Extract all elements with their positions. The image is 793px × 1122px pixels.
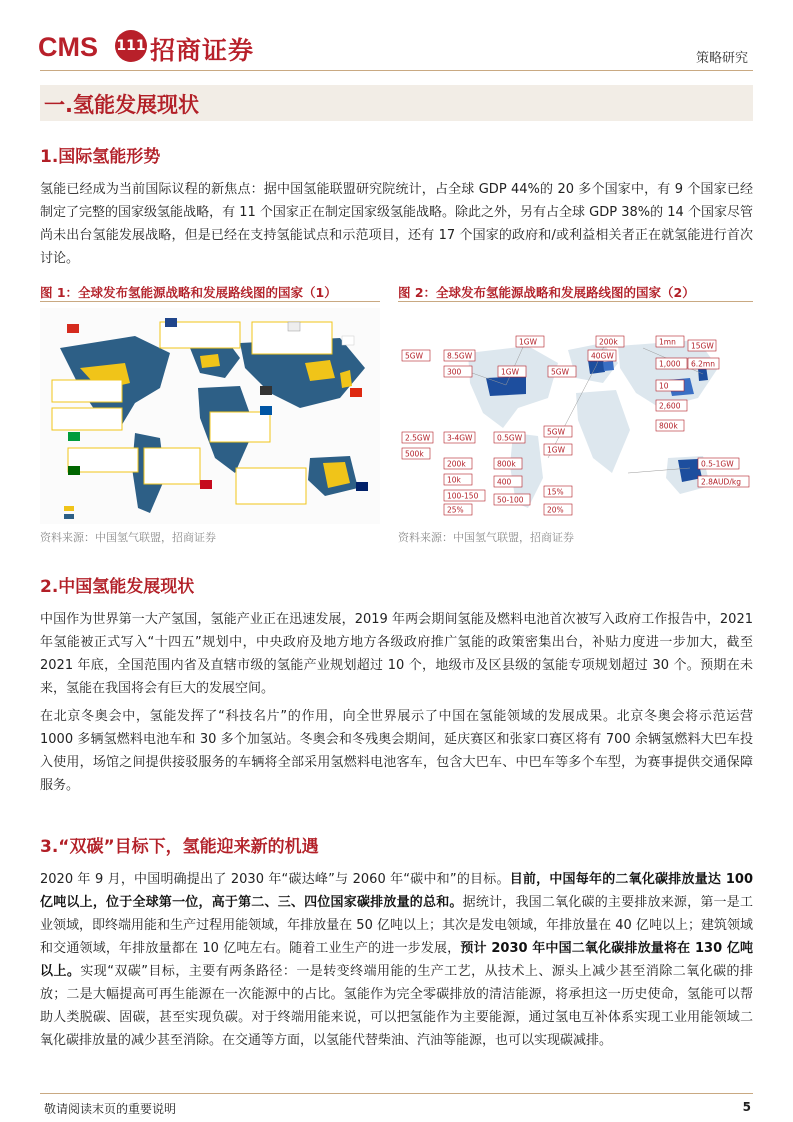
fig2-tag-label: 5GW: [405, 351, 423, 361]
fig2-tag-label: 200k: [599, 337, 618, 347]
figure-1-map: [40, 308, 380, 524]
fig2-tag-label: 15%: [547, 487, 564, 497]
subsection-title-2: 2.中国氢能发展现状: [40, 577, 195, 597]
figure-2-source: 资料来源：中国氢气联盟，招商证券: [398, 531, 574, 544]
fig2-tag-label: 1GW: [519, 337, 537, 347]
fig2-tag-label: 20%: [547, 505, 564, 515]
logo-badge: 111: [115, 30, 147, 62]
subsection-title-3: 3.“双碳”目标下，氢能迎来新的机遇: [40, 837, 319, 857]
fig2-tag-label: 2,600: [659, 401, 681, 411]
world-map-2: [398, 308, 753, 524]
report-type: 策略研究: [695, 51, 748, 66]
fig2-tag-label: 300: [447, 367, 462, 377]
fig2-tag-label: 3-4GW: [447, 433, 473, 443]
fig2-tag-label: 0.5-1GW: [701, 459, 734, 469]
fig2-tag-label: 5GW: [551, 367, 569, 377]
fig2-tag-label: 40GW: [591, 351, 614, 361]
fig2-tag-label: 1GW: [501, 367, 519, 377]
paragraph-china-status: 中国作为世界第一大产氢国，氢能产业正在迅速发展，2019 年两会期间氢能及燃料电池首次被写入政府工作报告中，2021 年氢能被正式写入“十四五”规划中，中央政府及地方地方各级政府推广氢能的政策密集出台，补贴力度进一步加大，截至 2021 年底，全国范围内省及直辖市级的氢能产业规划超过 10 个，地级市及区县级的氢能专项规划超过 30 个。预期在未来，氢能在我国将会有巨大的发展空间。: [40, 612, 753, 696]
fig2-tag-label: 8.5GW: [447, 351, 473, 361]
footer-divider: [40, 1093, 753, 1094]
page-number: 5: [742, 1100, 751, 1114]
fig2-tag-label: 50-100: [497, 495, 524, 505]
fig2-tag-label: 15GW: [691, 341, 714, 351]
section-title-bar: [40, 85, 753, 121]
fig2-tag-label: 100-150: [447, 491, 479, 501]
footer-note: 敬请阅读末页的重要说明: [44, 1102, 177, 1116]
header-divider: [40, 70, 753, 71]
fig2-tag-label: 0.5GW: [497, 433, 523, 443]
figure-2-map: [398, 308, 753, 524]
fig2-tag-label: 10: [659, 381, 669, 391]
fig2-tag-label: 500k: [405, 449, 424, 459]
dual-carbon-text-e: 实现“双碳”目标，主要有两条路径：一是转变终端用能的生产工艺，从技术上、源头上减少甚至消除二氧化碳的排放；二是大幅提高可再生能源在一次能源中的占比。氢能作为完全零碳排放的清洁能源，将承担这一历史使命，氢能可以帮助人类脱碳、固碳，甚至实现负碳。对于终端用能来说，可以把氢能作为主要能源，通过氢电互补体系实现工业用能领域二氧化碳排放量的减少甚至消除。在交通等方面，以氢能代替柴油、汽油等能源，也可以实现碳减排。: [40, 964, 753, 1048]
dual-carbon-bold-b: 目前，中国每年的二氧化碳排放量达 100 亿吨以上，位于全球第一位，高于第二、三、四位国家碳排放量的总和。: [40, 872, 753, 910]
figure-1-caption: 图 1：全球发布氢能源战略和发展路线图的国家（1）: [40, 285, 337, 300]
fig2-tag-label: 1GW: [547, 445, 565, 455]
paragraph-dual-carbon: [40, 868, 753, 1052]
fig2-tag-label: 200k: [447, 459, 466, 469]
logo-cn-text: 招商证券: [150, 36, 255, 65]
fig2-tag-label: 2.5GW: [405, 433, 431, 443]
figure-1-source: 资料来源：中国氢气联盟，招商证券: [40, 531, 216, 544]
company-logo: [38, 30, 278, 64]
fig2-tag-label: 1,000: [659, 359, 681, 369]
fig2-tag-label: 6.2mn: [691, 359, 715, 369]
fig2-tag-label: 800k: [497, 459, 516, 469]
fig2-tag-label: 25%: [447, 505, 464, 515]
figure-1-rule: [40, 301, 380, 302]
paragraph-winter-olympics: 在北京冬奥会中，氢能发挥了“科技名片”的作用，向全世界展示了中国在氢能领域的发展成果。北京冬奥会将示范运营 1000 多辆氢燃料电池车和 30 多个加氢站。冬奥会和冬残奥会期间，延庆赛区和张家口赛区将有 700 余辆氢燃料大巴车投入使用，场馆之间提供接驳服务的车辆将全部采用氢燃料电池客车，包含大巴车、中巴车等多个车型，为赛事提供交通保障服务。: [40, 709, 753, 793]
dual-carbon-bold-d: 预计 2030 年中国二氧化碳排放量将在 130 亿吨以上。: [40, 941, 753, 979]
fig2-tag-label: 400: [497, 477, 512, 487]
fig2-tag-label: 1mn: [659, 337, 676, 347]
section-title: 一.氢能发展现状: [44, 93, 199, 117]
paragraph-intl-hydrogen: 氢能已经成为当前国际议程的新焦点：据中国氢能联盟研究院统计，占全球 GDP 44%的 20 多个国家中，有 9 个国家已经制定了完整的国家级氢能战略，有 11 个国家正在制定国家级氢能战略。除此之外，另有占全球 GDP 38%的 14 个国家尽管尚未出台氢能发展战略，但是已经在支持氢能试点和示范项目，还有 17 个国家的政府和/或利益相关者正在就氢能进行首次讨论。: [40, 182, 753, 266]
fig2-tag-label: 10k: [447, 475, 461, 485]
world-map-1: [40, 308, 380, 524]
dual-carbon-text-c: 据统计，我国二氧化碳的主要排放来源，第一是工业领域，即终端用能和生产过程用能领域，年排放量在 50 亿吨以上；其次是发电领域，年排放量在 40 亿吨以上；建筑领域和交通领域，年排放量都在 10 亿吨左右。随着工业生产的进一步发展，: [40, 895, 753, 956]
fig2-tag-label: 2.8AUD/kg: [701, 477, 741, 487]
subsection-title-1: 1.国际氢能形势: [40, 147, 161, 167]
fig2-tag-label: 5GW: [547, 427, 565, 437]
dual-carbon-text-a: 2020 年 9 月，中国明确提出了 2030 年“碳达峰”与 2060 年“碳中和”的目标。: [40, 872, 510, 887]
logo-cms-text: CMS: [38, 32, 98, 62]
figure-2-rule: [398, 301, 753, 302]
figure-2-caption: 图 2：全球发布氢能源战略和发展路线图的国家（2）: [398, 285, 695, 300]
fig2-tag-label: 800k: [659, 421, 678, 431]
